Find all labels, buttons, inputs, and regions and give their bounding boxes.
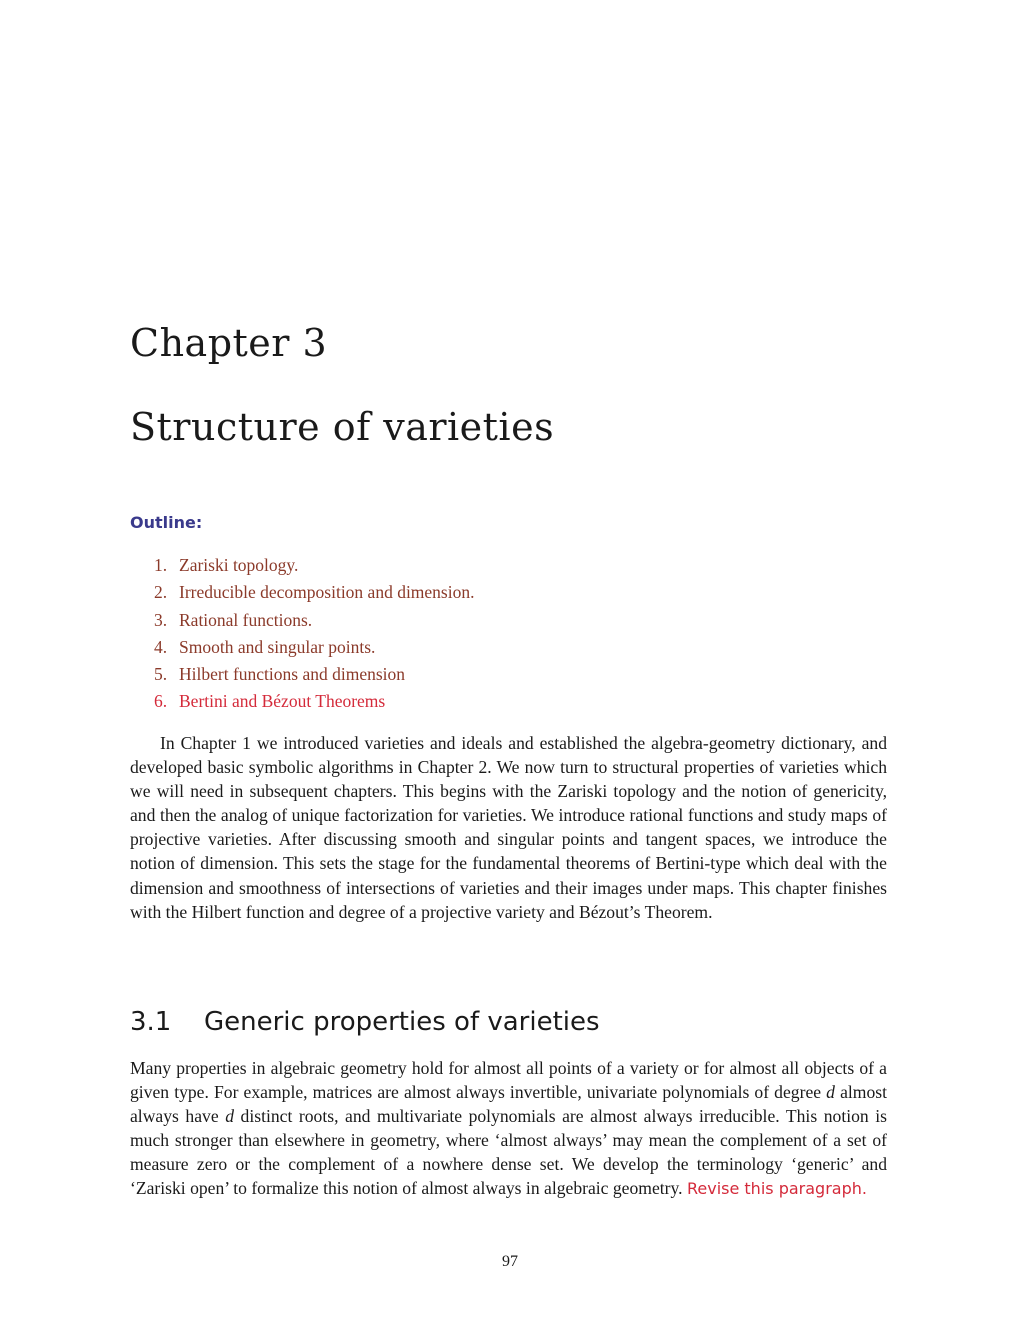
outline-item[interactable] <box>154 635 474 662</box>
outline-item-label: Hilbert functions and dimension <box>179 664 406 685</box>
math-variable: d <box>826 1082 835 1103</box>
section-title: Generic properties of varieties <box>204 1007 600 1037</box>
outline-item[interactable] <box>154 580 474 607</box>
outline-item-number: 5. <box>154 664 168 685</box>
outline-list <box>154 553 474 717</box>
outline-item-label: Bertini and Bézout Theorems <box>179 691 386 712</box>
outline-item-label: Smooth and singular points. <box>179 636 376 657</box>
page-number: 97 <box>502 1253 518 1270</box>
outline-item-label: Zariski topology. <box>179 555 299 575</box>
paragraph-text: distinct roots, and multivariate polynomials are almost always irreducible. This notion is much stronger than elsewhere in geometry, where ‘almost always’ may mean the complement of a set of measure zero or the complement of a nowhere dense set. We develop the terminology ‘generic’ and ‘Zariski open’ to formalize this notion of almost always in algebraic geometry. <box>130 1106 887 1199</box>
section-paragraph <box>130 1056 887 1202</box>
section-number: 3.1 <box>130 1007 172 1037</box>
math-variable: d <box>225 1106 234 1127</box>
outline-item[interactable] <box>154 608 474 635</box>
outline-item[interactable] <box>154 553 474 580</box>
outline-item-number: 2. <box>154 582 168 603</box>
outline-item-number: 4. <box>154 636 168 657</box>
outline-item-number: 6. <box>154 691 168 712</box>
outline-item-number: 3. <box>154 609 168 630</box>
outline-item[interactable] <box>154 689 474 716</box>
chapter-title: Structure of varieties <box>130 405 555 449</box>
outline-item-label: Rational functions. <box>179 609 313 630</box>
outline-item-label: Irreducible decomposition and dimension. <box>179 582 475 603</box>
section-heading <box>130 1002 600 1042</box>
intro-paragraph: In Chapter 1 we introduced varieties and ideals and established the algebra-geometry dictionary, and developed basic symbolic algorithms in Chapter 2. We now turn to structural properties of varieties which we will need in subsequent chapters. This begins with the Zariski topology and the notion of genericity, and then the analog of unique factorization for varieties. We introduce rational functions and study maps of projective varieties. After discussing smooth and singular points and tangent spaces, we introduce the notion of dimension. This sets the stage for the fundamental theorems of Bertini-type which deal with the dimension and smoothness of intersections of varieties and their images under maps. This chapter finishes with the Hilbert function and degree of a projective variety and Bézout’s Theorem. <box>130 733 887 922</box>
paragraph-text: Many properties in algebraic geometry hold for almost all points of a variety or for almost all objects of a given type. For example, matrices are almost always invertible, univariate polynomials of degree <box>130 1058 887 1103</box>
revision-note: Revise this paragraph. <box>686 1179 867 1199</box>
outline-item[interactable] <box>154 662 474 689</box>
chapter-label: Chapter 3 <box>130 321 328 365</box>
paragraph-text: almost always have <box>130 1082 887 1127</box>
outline-heading: Outline: <box>130 513 203 532</box>
outline-item-number: 1. <box>154 555 168 575</box>
